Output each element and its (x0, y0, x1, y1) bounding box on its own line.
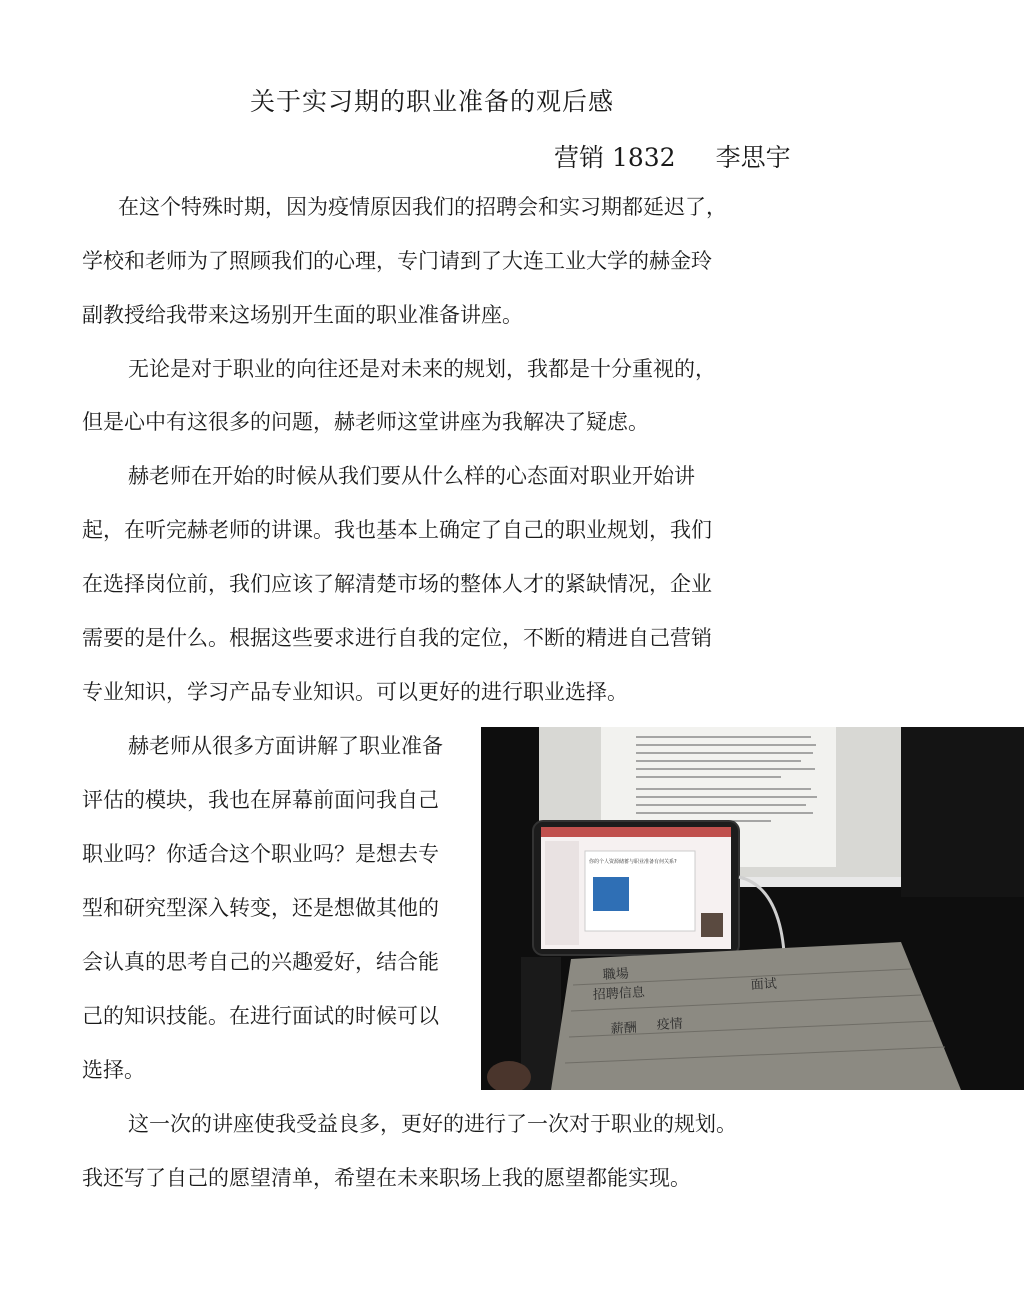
body-line: 赫老师在开始的时候从我们要从什么样的心态面对职业开始讲 (128, 464, 695, 488)
body-line: 我还写了自己的愿望清单，希望在未来职场上我的愿望都能实现。 (82, 1166, 691, 1190)
note-text: 疫情 (656, 1016, 684, 1033)
author-class: 营销 1832 (554, 143, 676, 172)
body-line: 职业吗？你适合这个职业吗？是想去专 (82, 842, 439, 866)
body-line: 评估的模块，我也在屏幕前面问我自己 (82, 788, 439, 812)
body-line: 学校和老师为了照顾我们的心理，专门请到了大连工业大学的赫金玲 (82, 249, 712, 273)
body-line: 这一次的讲座使我受益良多，更好的进行了一次对于职业的规划。 (128, 1112, 737, 1136)
note-text: 招聘信息 (592, 985, 646, 1003)
body-line: 专业知识，学习产品专业知识。可以更好的进行职业选择。 (82, 680, 628, 704)
body-line: 选择。 (82, 1058, 145, 1082)
body-line: 会认真的思考自己的兴趣爱好，结合能 (82, 950, 439, 974)
document-title: 关于实习期的职业准备的观后感 (250, 87, 615, 116)
note-text: 薪酬 (610, 1020, 638, 1037)
body-line: 需要的是什么。根据这些要求进行自我的定位，不断的精进自己营销 (82, 626, 712, 650)
body-line: 但是心中有这很多的问题，赫老师这堂讲座为我解决了疑虑。 (82, 410, 649, 434)
body-line: 在这个特殊时期，因为疫情原因我们的招聘会和实习期都延迟了， (118, 195, 727, 219)
note-text: 職場 (602, 966, 630, 983)
body-line: 赫老师从很多方面讲解了职业准备 (128, 734, 443, 758)
notebook (551, 942, 961, 1090)
body-line: 型和研究型深入转变，还是想做其他的 (82, 896, 439, 920)
body-line: 无论是对于职业的向往还是对未来的规划，我都是十分重视的， (128, 357, 716, 381)
author-name: 李思宇 (715, 143, 791, 172)
body-line: 起，在听完赫老师的讲课。我也基本上确定了自己的职业规划，我们 (82, 518, 712, 542)
lecture-photo (481, 727, 1024, 1090)
body-line: 副教授给我带来这场别开生面的职业准备讲座。 (82, 303, 523, 327)
author-line (554, 138, 791, 174)
note-text: 面试 (750, 976, 778, 993)
body-line: 在选择岗位前，我们应该了解清楚市场的整体人才的紧缺情况，企业 (82, 572, 712, 596)
body-line: 己的知识技能。在进行面试的时候可以 (82, 1004, 439, 1028)
phone-caption: 你的个人资源储蓄与职业准备有何关系? (589, 859, 677, 865)
